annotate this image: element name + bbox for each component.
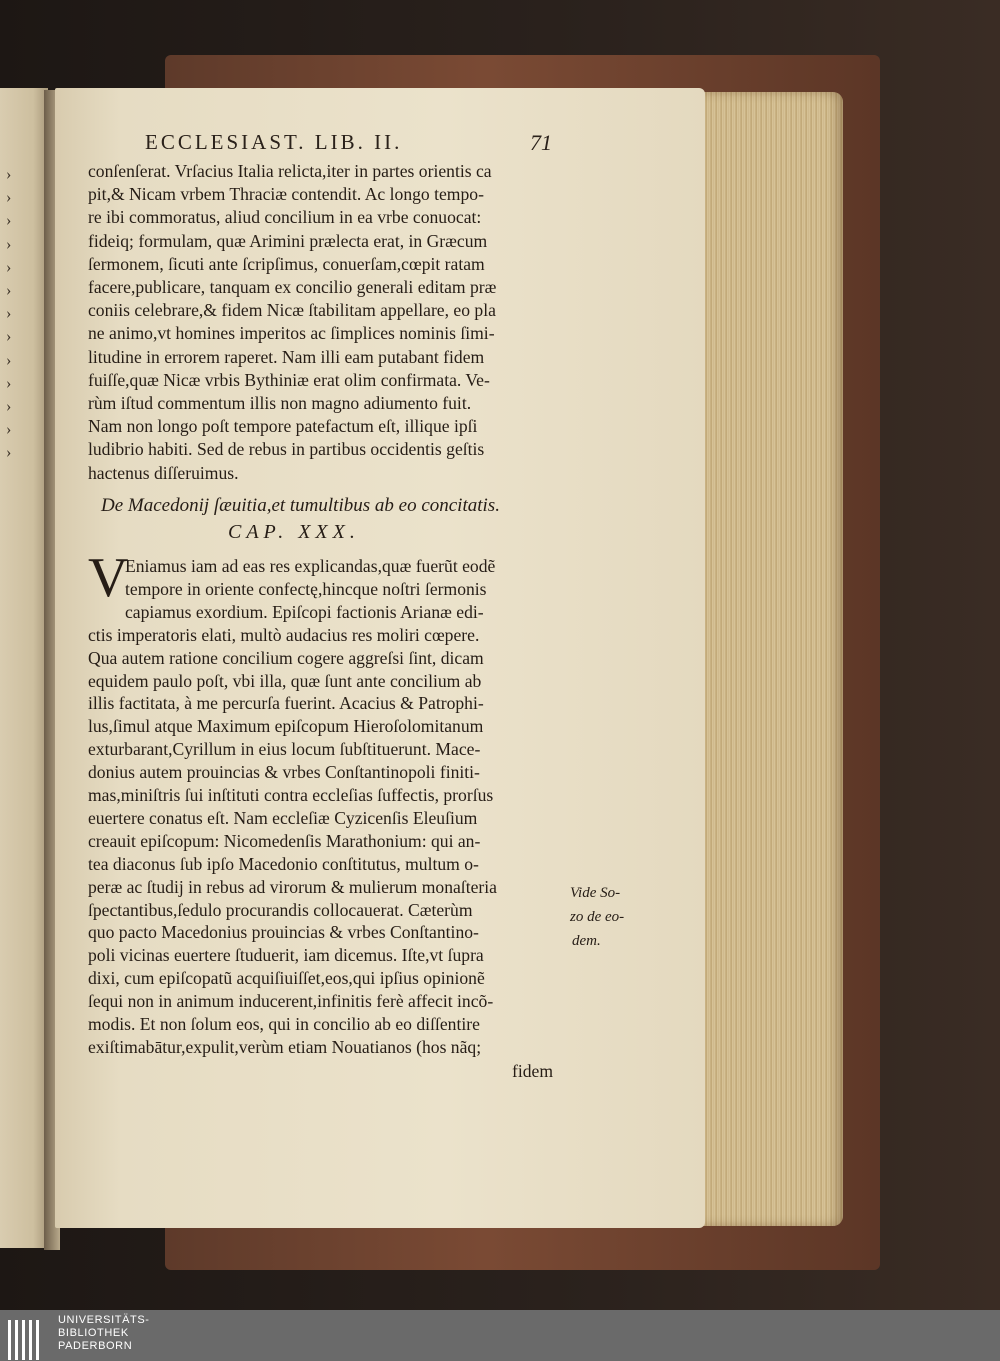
page-edges bbox=[688, 92, 843, 1226]
marginal-note-line: dem. bbox=[572, 933, 601, 949]
left-page-mark: › bbox=[6, 444, 12, 462]
text-line: Nam non longo poſt tempore patefactum eſt, illique ipſi bbox=[88, 416, 478, 437]
text-line: re ibi commoratus, aliud concilium in ea vrbe conuocat: bbox=[88, 207, 482, 228]
chapter-heading: De Macedonij ſæuitia,et tumultibus ab eo concitatis. bbox=[101, 495, 500, 516]
text-line: tempore in oriente confectę,hincque noſtri ſermonis bbox=[125, 578, 487, 599]
left-page-mark: › bbox=[6, 305, 12, 323]
left-page-mark: › bbox=[6, 189, 12, 207]
left-page-mark: › bbox=[6, 212, 12, 230]
text-line: pit,& Nicam vrbem Thraciæ contendit. Ac longo tempo- bbox=[88, 184, 484, 205]
text-line: illis factitata, à me percurſa fuerint. Acacius & Patrophi- bbox=[88, 693, 484, 714]
text-line: facere,publicare, tanquam ex concilio generali editam præ bbox=[88, 277, 497, 297]
text-line: Qua autem ratione concilium cogere aggreſsi ſint, dicam bbox=[88, 647, 484, 668]
left-page-mark: › bbox=[6, 421, 12, 439]
text-line: quo pacto Macedonius prouincias & vrbes Conſtantino- bbox=[88, 922, 479, 943]
left-page-mark: › bbox=[6, 235, 12, 253]
text-line: fuiſſe,quæ Nicæ vrbis Bythiniæ erat olim confirmata. Ve- bbox=[88, 369, 490, 390]
text-line: euertere conatus eſt. Nam eccleſiæ Cyzicenſis Eleuſium bbox=[88, 807, 478, 828]
text-line: dixi, cum epiſcopatũ acquiſiuiſſet,eos,qui ipſius opinionẽ bbox=[88, 968, 485, 989]
text-line: modis. Et non ſolum eos, qui in concilio ab eo diſſentire bbox=[88, 1014, 480, 1034]
left-page-mark: › bbox=[6, 166, 12, 183]
text-line: rùm iſtud commentum illis non magno adiumento fuit. bbox=[88, 393, 472, 413]
text-line: exturbarant,Cyrillum in eius locum ſubſtituerunt. Mace- bbox=[88, 739, 481, 760]
text-line: ſpectantibus,ſedulo procurandis collocauerat. Cæterùm bbox=[88, 899, 473, 920]
text-line: ludibrio habiti. Sed de rebus in partibus occidentis geſtis bbox=[88, 439, 485, 460]
left-page-mark: › bbox=[6, 374, 12, 392]
chapter-number: CAP. XXX. bbox=[228, 521, 360, 543]
text-line: exiſtimabātur,expulit,verùm etiam Nouatianos (hos nãq; bbox=[88, 1036, 482, 1057]
left-page-mark: › bbox=[6, 258, 12, 276]
library-logo-icon bbox=[8, 1320, 48, 1360]
text-line: litudine in errorem raperet. Nam illi eam putabant fidem bbox=[88, 346, 485, 367]
text-line: conſenſerat. Vrſacius Italia relicta,iter in partes orientis ca bbox=[88, 161, 492, 181]
marginal-note-line: Vide So- bbox=[570, 885, 621, 901]
text-line: capiamus exordium. Epiſcopi factionis Arianæ edi- bbox=[125, 601, 484, 622]
marginal-note-line: zo de eo- bbox=[570, 909, 625, 925]
text-line: hactenus diſſeruimus. bbox=[88, 462, 239, 483]
text-line: tea diaconus ſub ipſo Macedonio conſtitutus, multum o- bbox=[88, 853, 479, 874]
running-head: ECCLESIAST. LIB. II. bbox=[145, 130, 403, 154]
drop-cap: V bbox=[88, 547, 129, 609]
library-footer bbox=[0, 1310, 1000, 1361]
left-page-mark: › bbox=[6, 351, 12, 369]
text-line: lus,ſimul atque Maximum epiſcopum Hieroſolomitanum bbox=[88, 716, 484, 737]
page-number: 71 bbox=[530, 130, 552, 155]
left-page-mark: › bbox=[6, 328, 12, 346]
text-line: poli vicinas euertere ſtuduerit, iam dicemus. Iſte,vt ſupra bbox=[88, 945, 484, 966]
text-line: donius autem prouincias & vrbes Conſtantinopoli finiti- bbox=[88, 762, 480, 783]
text-line: ctis imperatoris elati, multò audacius res moliri cœpere. bbox=[88, 624, 480, 645]
left-page-mark: › bbox=[6, 281, 12, 299]
footer-line-1: UNIVERSITÄTS- bbox=[58, 1314, 150, 1326]
text-line: coniis celebrare,& fidem Nicæ ſtabilitam appellare, eo pla bbox=[88, 300, 496, 321]
text-line: ne animo,vt homines imperitos ac ſimplices nominis ſimi- bbox=[88, 323, 495, 344]
text-line: Eniamus iam ad eas res explicandas,quæ fuerũt eodẽ bbox=[125, 556, 496, 576]
text-line: peræ ac ſtudij in rebus ad virorum & mulierum monaſteria bbox=[88, 876, 497, 897]
catchword: fidem bbox=[512, 1061, 554, 1081]
text-line: mas,miniſtris ſui inſtituti contra eccleſias ſuffectis, prorſus bbox=[88, 785, 494, 805]
text-line: equidem paulo poſt, vbi illa, quæ ſunt ante concilium ab bbox=[88, 670, 482, 691]
text-line: ſequi non in animum inducerent,infinitis ferè affecit incõ- bbox=[88, 991, 494, 1012]
text-line: creauit epiſcopum: Nicomedenſis Marathonium: qui an- bbox=[88, 830, 481, 851]
text-line: ſermonem, ſicuti ante ſcripſimus, conuerſam,cœpit ratam bbox=[88, 253, 485, 274]
left-page-mark: › bbox=[6, 397, 12, 415]
footer-line-3: PADERBORN bbox=[58, 1340, 133, 1352]
text-line: fideiq; formulam, quæ Arimini prælecta erat, in Græcum bbox=[88, 230, 488, 251]
left-page-marks bbox=[6, 163, 26, 464]
footer-line-2: BIBLIOTHEK bbox=[58, 1327, 129, 1339]
